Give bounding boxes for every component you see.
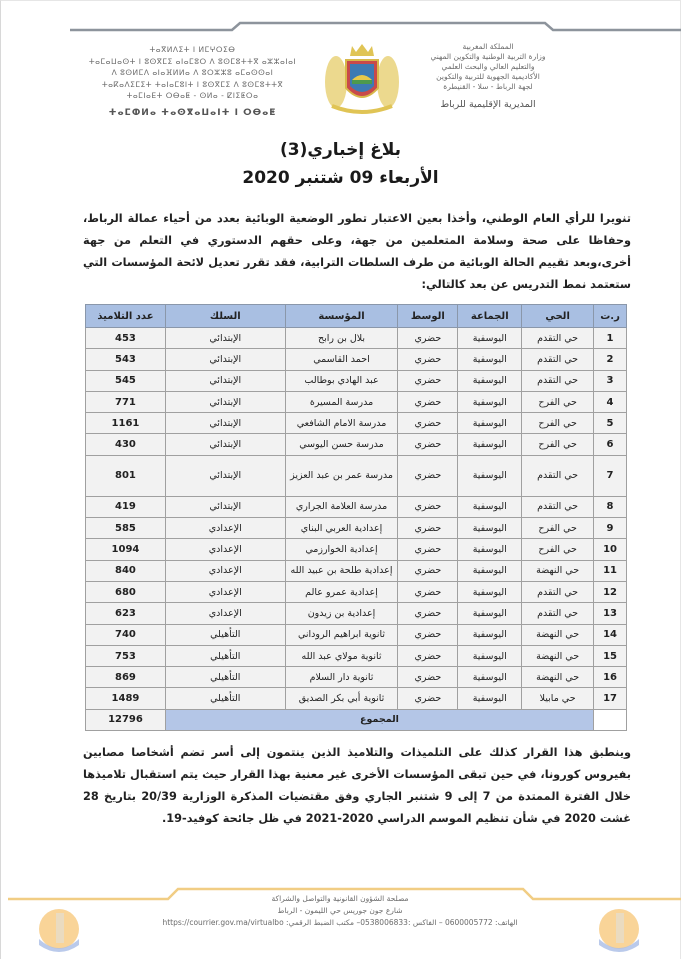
table-row [86, 581, 627, 602]
milieu-cell: حضري [398, 603, 458, 624]
students-cell: 1489 [86, 688, 166, 709]
total-blank-cell [594, 709, 627, 730]
table-row [86, 328, 627, 349]
commune-cell: اليوسفية [458, 539, 522, 560]
commune-cell: اليوسفية [458, 328, 522, 349]
school-cell: إعدادية طلحة بن عبيد الله [285, 560, 398, 581]
commune-cell: اليوسفية [458, 370, 522, 391]
district-cell: حي التقدم [522, 349, 594, 370]
row-number: 6 [594, 434, 627, 455]
row-number: 4 [594, 391, 627, 412]
level-cell: الإعدادي [165, 560, 285, 581]
students-cell: 623 [86, 603, 166, 624]
row-number: 10 [594, 539, 627, 560]
commune-cell: اليوسفية [458, 603, 522, 624]
district-cell: حي النهضة [522, 645, 594, 666]
milieu-cell: حضري [398, 645, 458, 666]
tifinagh-line: ⴷ ⵓⵙⵍⵎⴷ ⴰⵏⴰⴼⵍⵍⴰ ⴷ ⵓⵔⵣⵣⵓ ⴰⵎⴰⵙⵙⴰⵏ [111, 68, 274, 77]
students-cell: 753 [86, 645, 166, 666]
table-row [86, 349, 627, 370]
students-cell: 801 [86, 455, 166, 496]
table-header-row [86, 305, 627, 328]
table-row [86, 391, 627, 412]
district-cell: حي الفرح [522, 539, 594, 560]
milieu-cell: حضري [398, 413, 458, 434]
row-number: 3 [594, 370, 627, 391]
district-cell: حي الفرح [522, 391, 594, 412]
district-cell: حي الفرح [522, 413, 594, 434]
district-cell: حي النهضة [522, 667, 594, 688]
col-header-commune: الجماعة [458, 305, 522, 328]
header-arabic-block [408, 42, 568, 110]
school-cell: مدرسة حسن اليوسي [285, 434, 398, 455]
district-cell: حي التقدم [522, 603, 594, 624]
arabic-direction: المديرية الإقليمية للرباط [440, 99, 536, 110]
milieu-cell: حضري [398, 581, 458, 602]
school-cell: مدرسة الامام الشافعي [285, 413, 398, 434]
school-cell: ثانوية ابراهيم الروداني [285, 624, 398, 645]
tifinagh-direction: ⵜⴰⵎⵀⵍⴰ ⵜⴰⵙⴳⴰⵡⴰⵏⵜ ⵏ ⵔⴱⴰⵟ [108, 107, 277, 118]
district-cell: حي النهضة [522, 560, 594, 581]
table-row [86, 560, 627, 581]
school-cell: ثانوية مولاي عبد الله [285, 645, 398, 666]
table-row [86, 434, 627, 455]
level-cell: الإبتدائي [165, 455, 285, 496]
level-cell: التأهيلي [165, 667, 285, 688]
milieu-cell: حضري [398, 667, 458, 688]
milieu-cell: حضري [398, 539, 458, 560]
school-cell: مدرسة عمر بن عبد العزيز [285, 455, 398, 496]
commune-cell: اليوسفية [458, 645, 522, 666]
milieu-cell: حضري [398, 455, 458, 496]
row-number: 7 [594, 455, 627, 496]
footer-contact [120, 893, 560, 929]
col-header-level: السلك [165, 305, 285, 328]
table-row [86, 496, 627, 517]
tower-emblem-icon [596, 905, 642, 955]
milieu-cell: حضري [398, 496, 458, 517]
col-header-school: المؤسسة [285, 305, 398, 328]
arabic-header-line: المملكة المغربية [462, 42, 514, 51]
students-cell: 680 [86, 581, 166, 602]
district-cell: حي التقدم [522, 496, 594, 517]
commune-cell: اليوسفية [458, 455, 522, 496]
arabic-header-line: الأكاديمية الجهوية للتربية والتكوين [436, 72, 540, 81]
milieu-cell: حضري [398, 624, 458, 645]
level-cell: الإبتدائي [165, 413, 285, 434]
school-cell: مدرسة المسيرة [285, 391, 398, 412]
milieu-cell: حضري [398, 328, 458, 349]
table-row [86, 539, 627, 560]
table-row [86, 667, 627, 688]
students-cell: 740 [86, 624, 166, 645]
tifinagh-line: ⵜⴰⴽⴰⴷⵉⵎⵉⵜ ⵜⴰⵏⴰⵎⵓⵏⵜ ⵏ ⵓⵙⴳⵎⵉ ⴷ ⵓⵙⵎⵓⵜⵜⴳ [101, 79, 284, 89]
district-cell: حي الفرح [522, 518, 594, 539]
row-number: 8 [594, 496, 627, 517]
table-row [86, 688, 627, 709]
intro-paragraph: تنويرا للرأي العام الوطني، وأخذا بعين الاعتبار تطور الوضعية الوبائية بعدد من أحياء عمالة الرباط، وحفاظا على صحة وسلامة المتعلمين من جهة، وعلى حقهم الدستوري في التعلم من جهة أخرى،وبعد تقييم الحالة الوبائية من طرف السلطات الترابية، فقد تقرر تعديل لائحة المؤسسات التي ستعتمد نمط التدريس عن بعد كالتالي: [83, 212, 631, 291]
level-cell: التأهيلي [165, 624, 285, 645]
school-cell: إعدادية الخوارزمي [285, 539, 398, 560]
col-header-district: الحي [522, 305, 594, 328]
milieu-cell: حضري [398, 349, 458, 370]
commune-cell: اليوسفية [458, 581, 522, 602]
commune-cell: اليوسفية [458, 413, 522, 434]
commune-cell: اليوسفية [458, 518, 522, 539]
commune-cell: اليوسفية [458, 667, 522, 688]
milieu-cell: حضري [398, 391, 458, 412]
arabic-header-line: وزارة التربية الوطنية والتكوين المهني [430, 52, 546, 61]
level-cell: الإبتدائي [165, 349, 285, 370]
closing-paragraph: وينطبق هذا القرار كذلك على التلميذات والتلاميذ الذين ينتمون إلى أسر تضم أشخاصا مصابين بفيروس كورونا، في حين تبقى المؤسسات الأخرى غير معنية بهذا القرار حيث يتم استقبال تلاميذها خلال الفترة الممتدة من 7 إلى 9 شتنبر الجاري وفق مقتضيات المذكرة الوزارية 20/39 بتاريخ 28 غشت 2020 في شأن تنظيم الموسم الدراسي 2020-2021 في ظل جائحة كوفيد-19. [83, 746, 631, 825]
row-number: 9 [594, 518, 627, 539]
row-number: 17 [594, 688, 627, 709]
level-cell: الإعدادي [165, 581, 285, 602]
students-cell: 430 [86, 434, 166, 455]
arabic-header-line: والتعليم العالي والبحث العلمي [441, 62, 535, 71]
students-cell: 1161 [86, 413, 166, 434]
document-title: بلاغ إخباري(3) [280, 140, 401, 160]
students-cell: 545 [86, 370, 166, 391]
table-row [86, 370, 627, 391]
level-cell: الإبتدائي [165, 496, 285, 517]
milieu-cell: حضري [398, 688, 458, 709]
students-cell: 453 [86, 328, 166, 349]
milieu-cell: حضري [398, 370, 458, 391]
commune-cell: اليوسفية [458, 624, 522, 645]
footer-department: مصلحة الشؤون القانونية والتواصل والشراكة [271, 894, 409, 903]
district-cell: حي التقدم [522, 581, 594, 602]
school-cell: ثانوية دار السلام [285, 667, 398, 688]
col-header-number: ر.ت [594, 305, 627, 328]
level-cell: الإبتدائي [165, 434, 285, 455]
row-number: 15 [594, 645, 627, 666]
coat-of-arms-icon [322, 40, 402, 120]
students-cell: 585 [86, 518, 166, 539]
commune-cell: اليوسفية [458, 434, 522, 455]
table-row [86, 603, 627, 624]
tifinagh-line: ⵜⴰⵎⵏⴰⴹⵜ ⵔⴱⴰⵟ - ⵙⵍⴰ - ⵇⵏⵉⵟⵔⴰ [126, 91, 259, 100]
school-cell: احمد القاسمي [285, 349, 398, 370]
level-cell: الإبتدائي [165, 370, 285, 391]
school-cell: مدرسة العلامة الجراري [285, 496, 398, 517]
level-cell: التأهيلي [165, 645, 285, 666]
level-cell: الإبتدائي [165, 391, 285, 412]
school-cell: عبد الهادي بوطالب [285, 370, 398, 391]
col-header-students: عدد التلاميذ [86, 305, 166, 328]
row-number: 1 [594, 328, 627, 349]
col-header-milieu: الوسط [398, 305, 458, 328]
level-cell: الإعدادي [165, 539, 285, 560]
milieu-cell: حضري [398, 434, 458, 455]
students-cell: 419 [86, 496, 166, 517]
level-cell: الإعدادي [165, 603, 285, 624]
students-cell: 771 [86, 391, 166, 412]
milieu-cell: حضري [398, 560, 458, 581]
total-row [86, 709, 627, 730]
level-cell: الإبتدائي [165, 328, 285, 349]
tifinagh-line: ⵜⴰⵎⴰⵡⴰⵙⵜ ⵏ ⵓⵙⴳⵎⵉ ⴰⵏⴰⵎⵓⵔ ⴷ ⵓⵙⵎⵓⵜⵜⴳ ⴰⵣⵣⴰⵏⴰⵏ [88, 56, 297, 66]
students-cell: 1094 [86, 539, 166, 560]
commune-cell: اليوسفية [458, 688, 522, 709]
footer-phone-fax-web: الهاتف: 0600005772 – الفاكس :0538006833– مكتب الضبط الرقمي: https://courrier.gov.ma/virtualbo [162, 918, 518, 927]
district-cell: حي التقدم [522, 328, 594, 349]
students-cell: 869 [86, 667, 166, 688]
level-cell: التأهيلي [165, 688, 285, 709]
commune-cell: اليوسفية [458, 560, 522, 581]
commune-cell: اليوسفية [458, 496, 522, 517]
milieu-cell: حضري [398, 518, 458, 539]
table-row [86, 645, 627, 666]
school-cell: إعدادية عمرو عالم [285, 581, 398, 602]
school-cell: ثانوية أبي بكر الصديق [285, 688, 398, 709]
district-cell: حي النهضة [522, 624, 594, 645]
table-row [86, 624, 627, 645]
commune-cell: اليوسفية [458, 349, 522, 370]
total-value: 12796 [86, 709, 166, 730]
footer-address: شارع جون جوريس حي الليمون - الرباط [277, 906, 403, 915]
row-number: 5 [594, 413, 627, 434]
tifinagh-line: ⵜⴰⴳⵍⴷⵉⵜ ⵏ ⵍⵎⵖⵔⵉⴱ [149, 45, 236, 54]
tower-emblem-icon [36, 905, 82, 955]
row-number: 16 [594, 667, 627, 688]
district-cell: حي التقدم [522, 455, 594, 496]
header-rule [0, 0, 681, 40]
students-cell: 543 [86, 349, 166, 370]
table-row [86, 518, 627, 539]
table-row [86, 455, 627, 496]
schools-table [85, 304, 627, 731]
students-cell: 840 [86, 560, 166, 581]
row-number: 12 [594, 581, 627, 602]
commune-cell: اليوسفية [458, 391, 522, 412]
district-cell: حي التقدم [522, 370, 594, 391]
row-number: 11 [594, 560, 627, 581]
arabic-header-line: لجهة الرباط - سلا - القنيطرة [443, 82, 533, 91]
header-tifinagh-block [70, 44, 315, 119]
row-number: 14 [594, 624, 627, 645]
row-number: 13 [594, 603, 627, 624]
school-cell: إعدادية بن زيدون [285, 603, 398, 624]
district-cell: حي الفرح [522, 434, 594, 455]
table-row [86, 413, 627, 434]
total-label: المجموع [165, 709, 593, 730]
district-cell: حي مابيلا [522, 688, 594, 709]
level-cell: الإعدادي [165, 518, 285, 539]
document-date: الأربعاء 09 شتنبر 2020 [242, 168, 439, 188]
school-cell: بلال بن رابح [285, 328, 398, 349]
school-cell: إعدادية العربي البناي [285, 518, 398, 539]
row-number: 2 [594, 349, 627, 370]
